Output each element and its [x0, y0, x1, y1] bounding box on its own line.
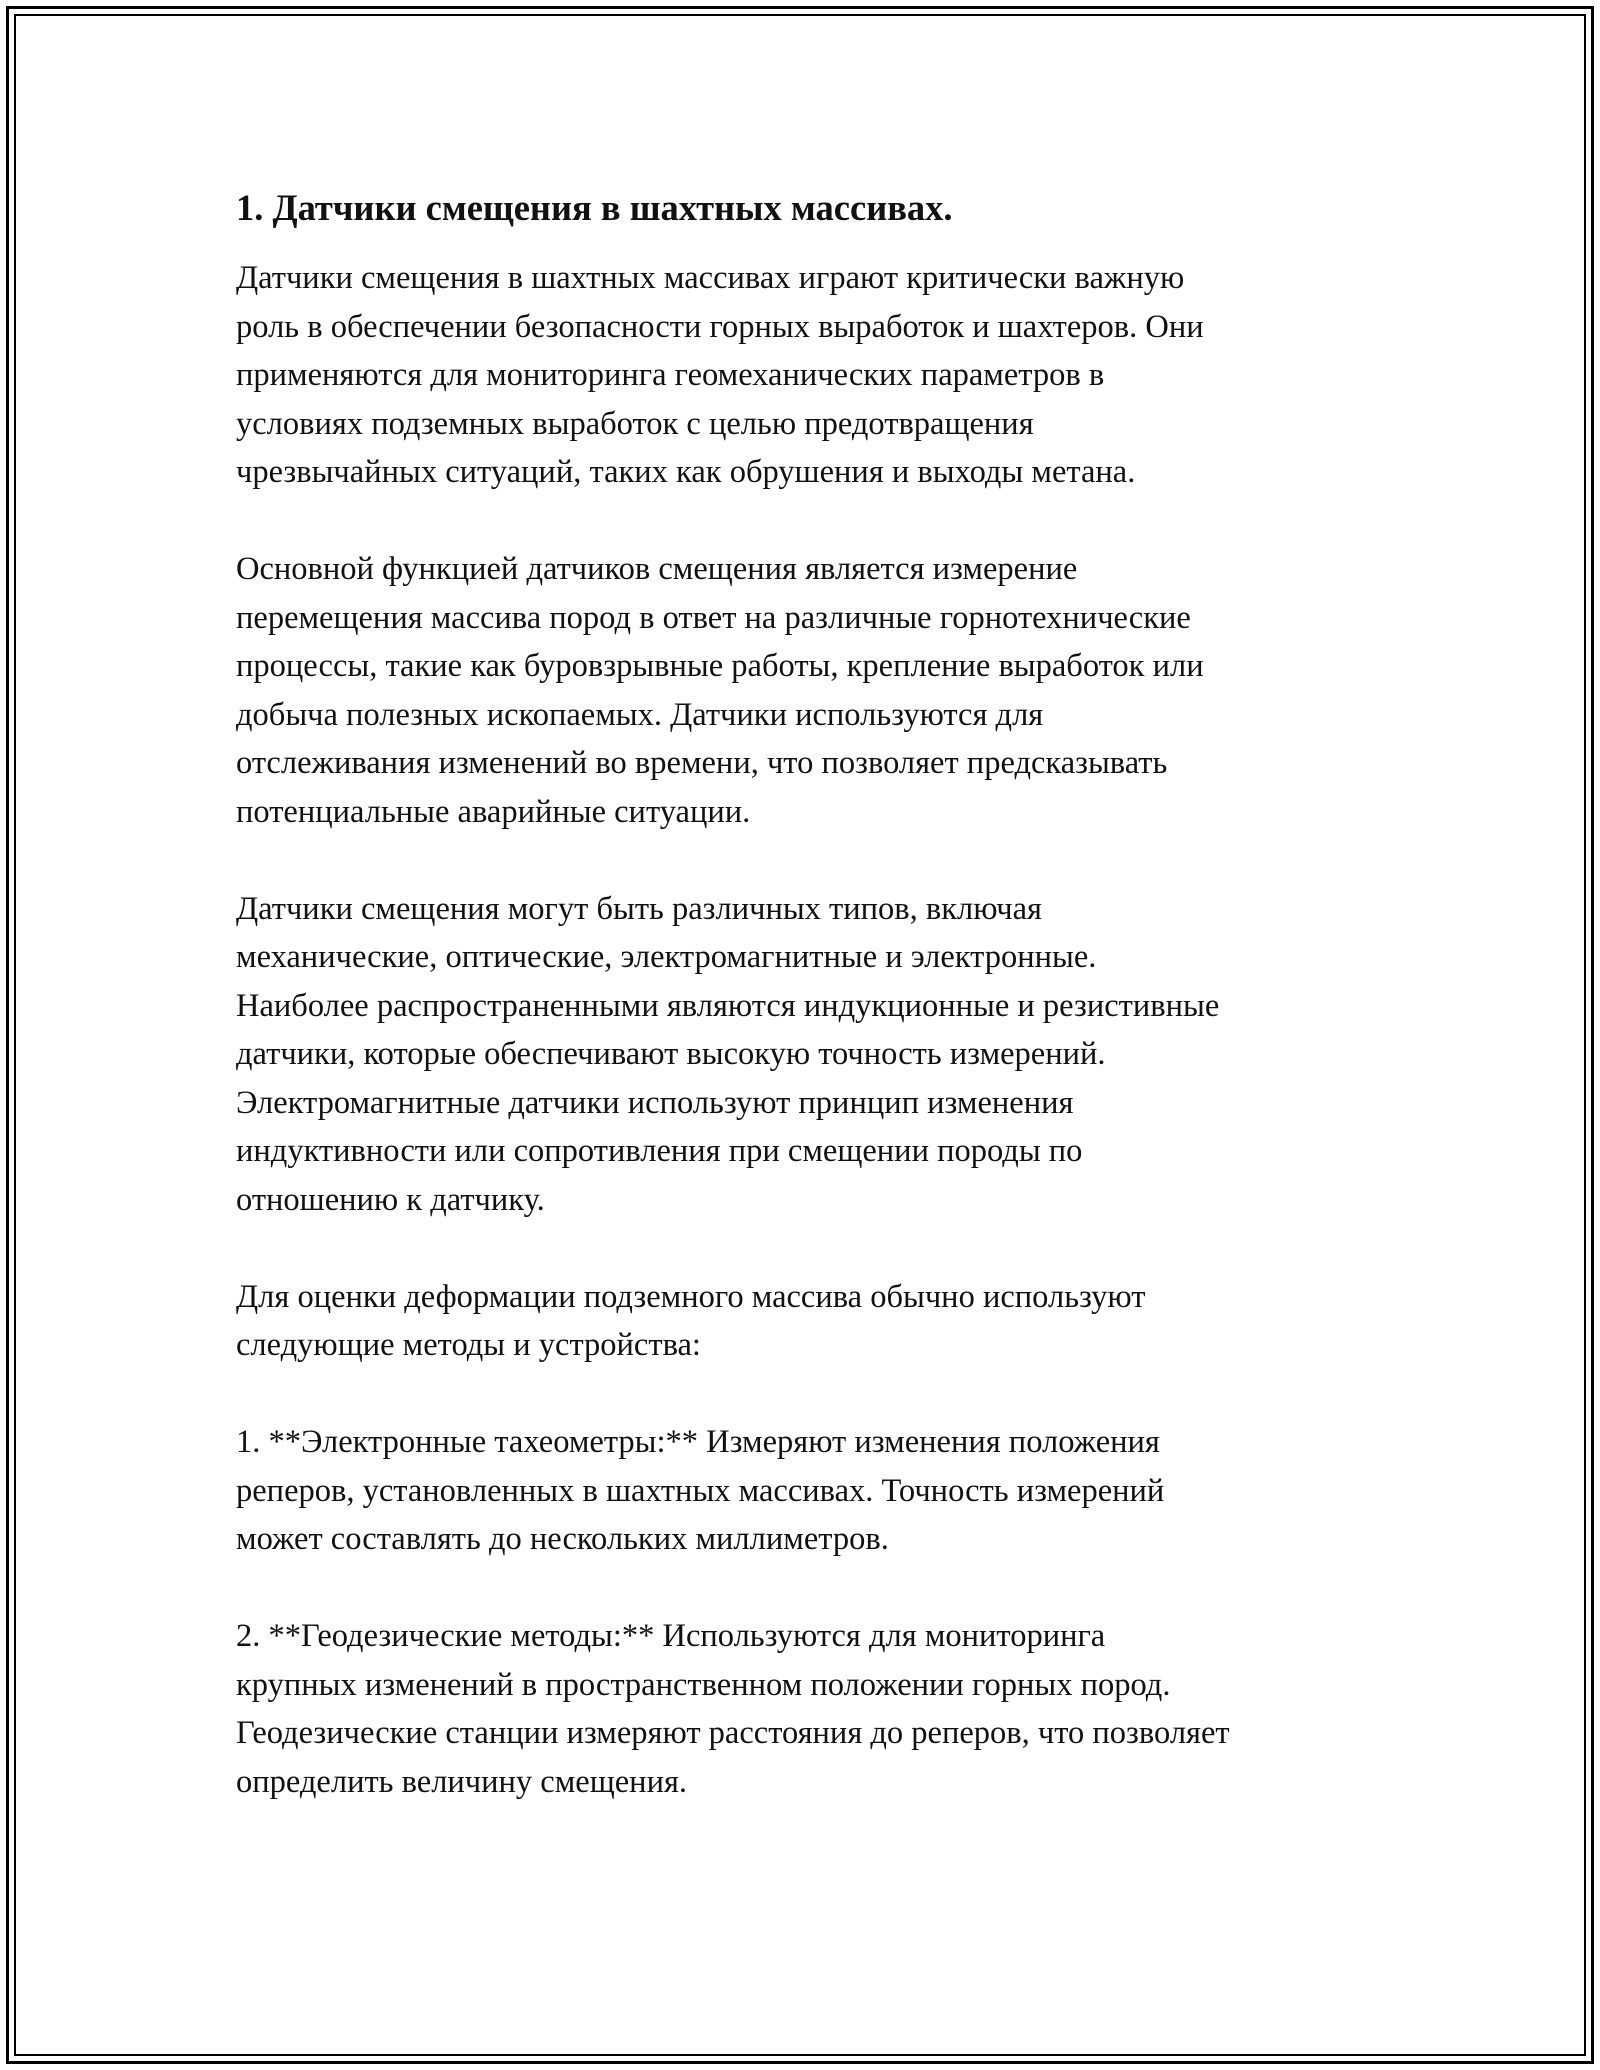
paragraph-intro	[236, 254, 1386, 497]
text-line: реперов, установленных в шахтных массивах. Точность измерений	[236, 1472, 1165, 1509]
text-line: отношению к датчику.	[236, 1181, 545, 1218]
text-line: датчики, которые обеспечивают высокую точность измерений.	[236, 1036, 1106, 1072]
text-line: Наиболее распространенными являются индукционные и резистивные	[236, 987, 1220, 1024]
text-line: Датчики смещения в шахтных массивах играют критически важную	[236, 260, 1185, 296]
text-line: добыча полезных ископаемых. Датчики используются для	[236, 696, 1044, 733]
text-line: условиях подземных выработок с целью предотвращения	[236, 405, 1034, 442]
text-line: определить величину смещения.	[236, 1763, 688, 1800]
paragraph-sensor-types	[236, 885, 1386, 1225]
text-line: механические, оптические, электромагнитные и электронные.	[236, 939, 1097, 975]
paragraph-methods-intro	[236, 1273, 1386, 1370]
text-line: роль в обеспечении безопасности горных выработок и шахтеров. Они	[236, 308, 1204, 345]
document-body	[236, 184, 1386, 1855]
text-line: процессы, такие как буровзрывные работы, крепление выработок или	[236, 648, 1204, 684]
text-line: может составлять до нескольких миллиметров.	[236, 1521, 889, 1557]
text-line: индуктивности или сопротивления при смещении породы по	[236, 1133, 1083, 1169]
text-line: перемещения массива пород в ответ на различные горнотехнические	[236, 599, 1191, 636]
text-line: чрезвычайных ситуаций, таких как обрушения и выходы метана.	[236, 454, 1136, 490]
text-line: 2. **Геодезические методы:** Используются для мониторинга	[236, 1618, 1106, 1654]
text-line: крупных изменений в пространственном положении горных пород.	[236, 1666, 1171, 1703]
text-line: потенциальные аварийные ситуации.	[236, 793, 751, 830]
list-item-geodetic-methods	[236, 1612, 1386, 1806]
text-line: следующие методы и устройства:	[236, 1327, 701, 1363]
text-line: Геодезические станции измеряют расстояния до реперов, что позволяет	[236, 1715, 1230, 1751]
paragraph-main-function	[236, 545, 1386, 836]
text-line: Датчики смещения могут быть различных типов, включая	[236, 890, 1042, 927]
text-line: Основной функцией датчиков смещения является измерение	[236, 551, 1078, 587]
list-item-total-stations	[236, 1418, 1386, 1564]
text-line: Для оценки деформации подземного массива обычно используют	[236, 1278, 1146, 1315]
text-line: 1. **Электронные тахеометры:** Измеряют изменения положения	[236, 1424, 1160, 1460]
document-title: 1. Датчики смещения в шахтных массивах.	[236, 187, 953, 228]
text-line: отслеживания изменений во времени, что позволяет предсказывать	[236, 745, 1168, 781]
text-line: Электромагнитные датчики используют принцип изменения	[236, 1084, 1074, 1121]
text-line: применяются для мониторинга геомеханических параметров в	[236, 357, 1105, 393]
